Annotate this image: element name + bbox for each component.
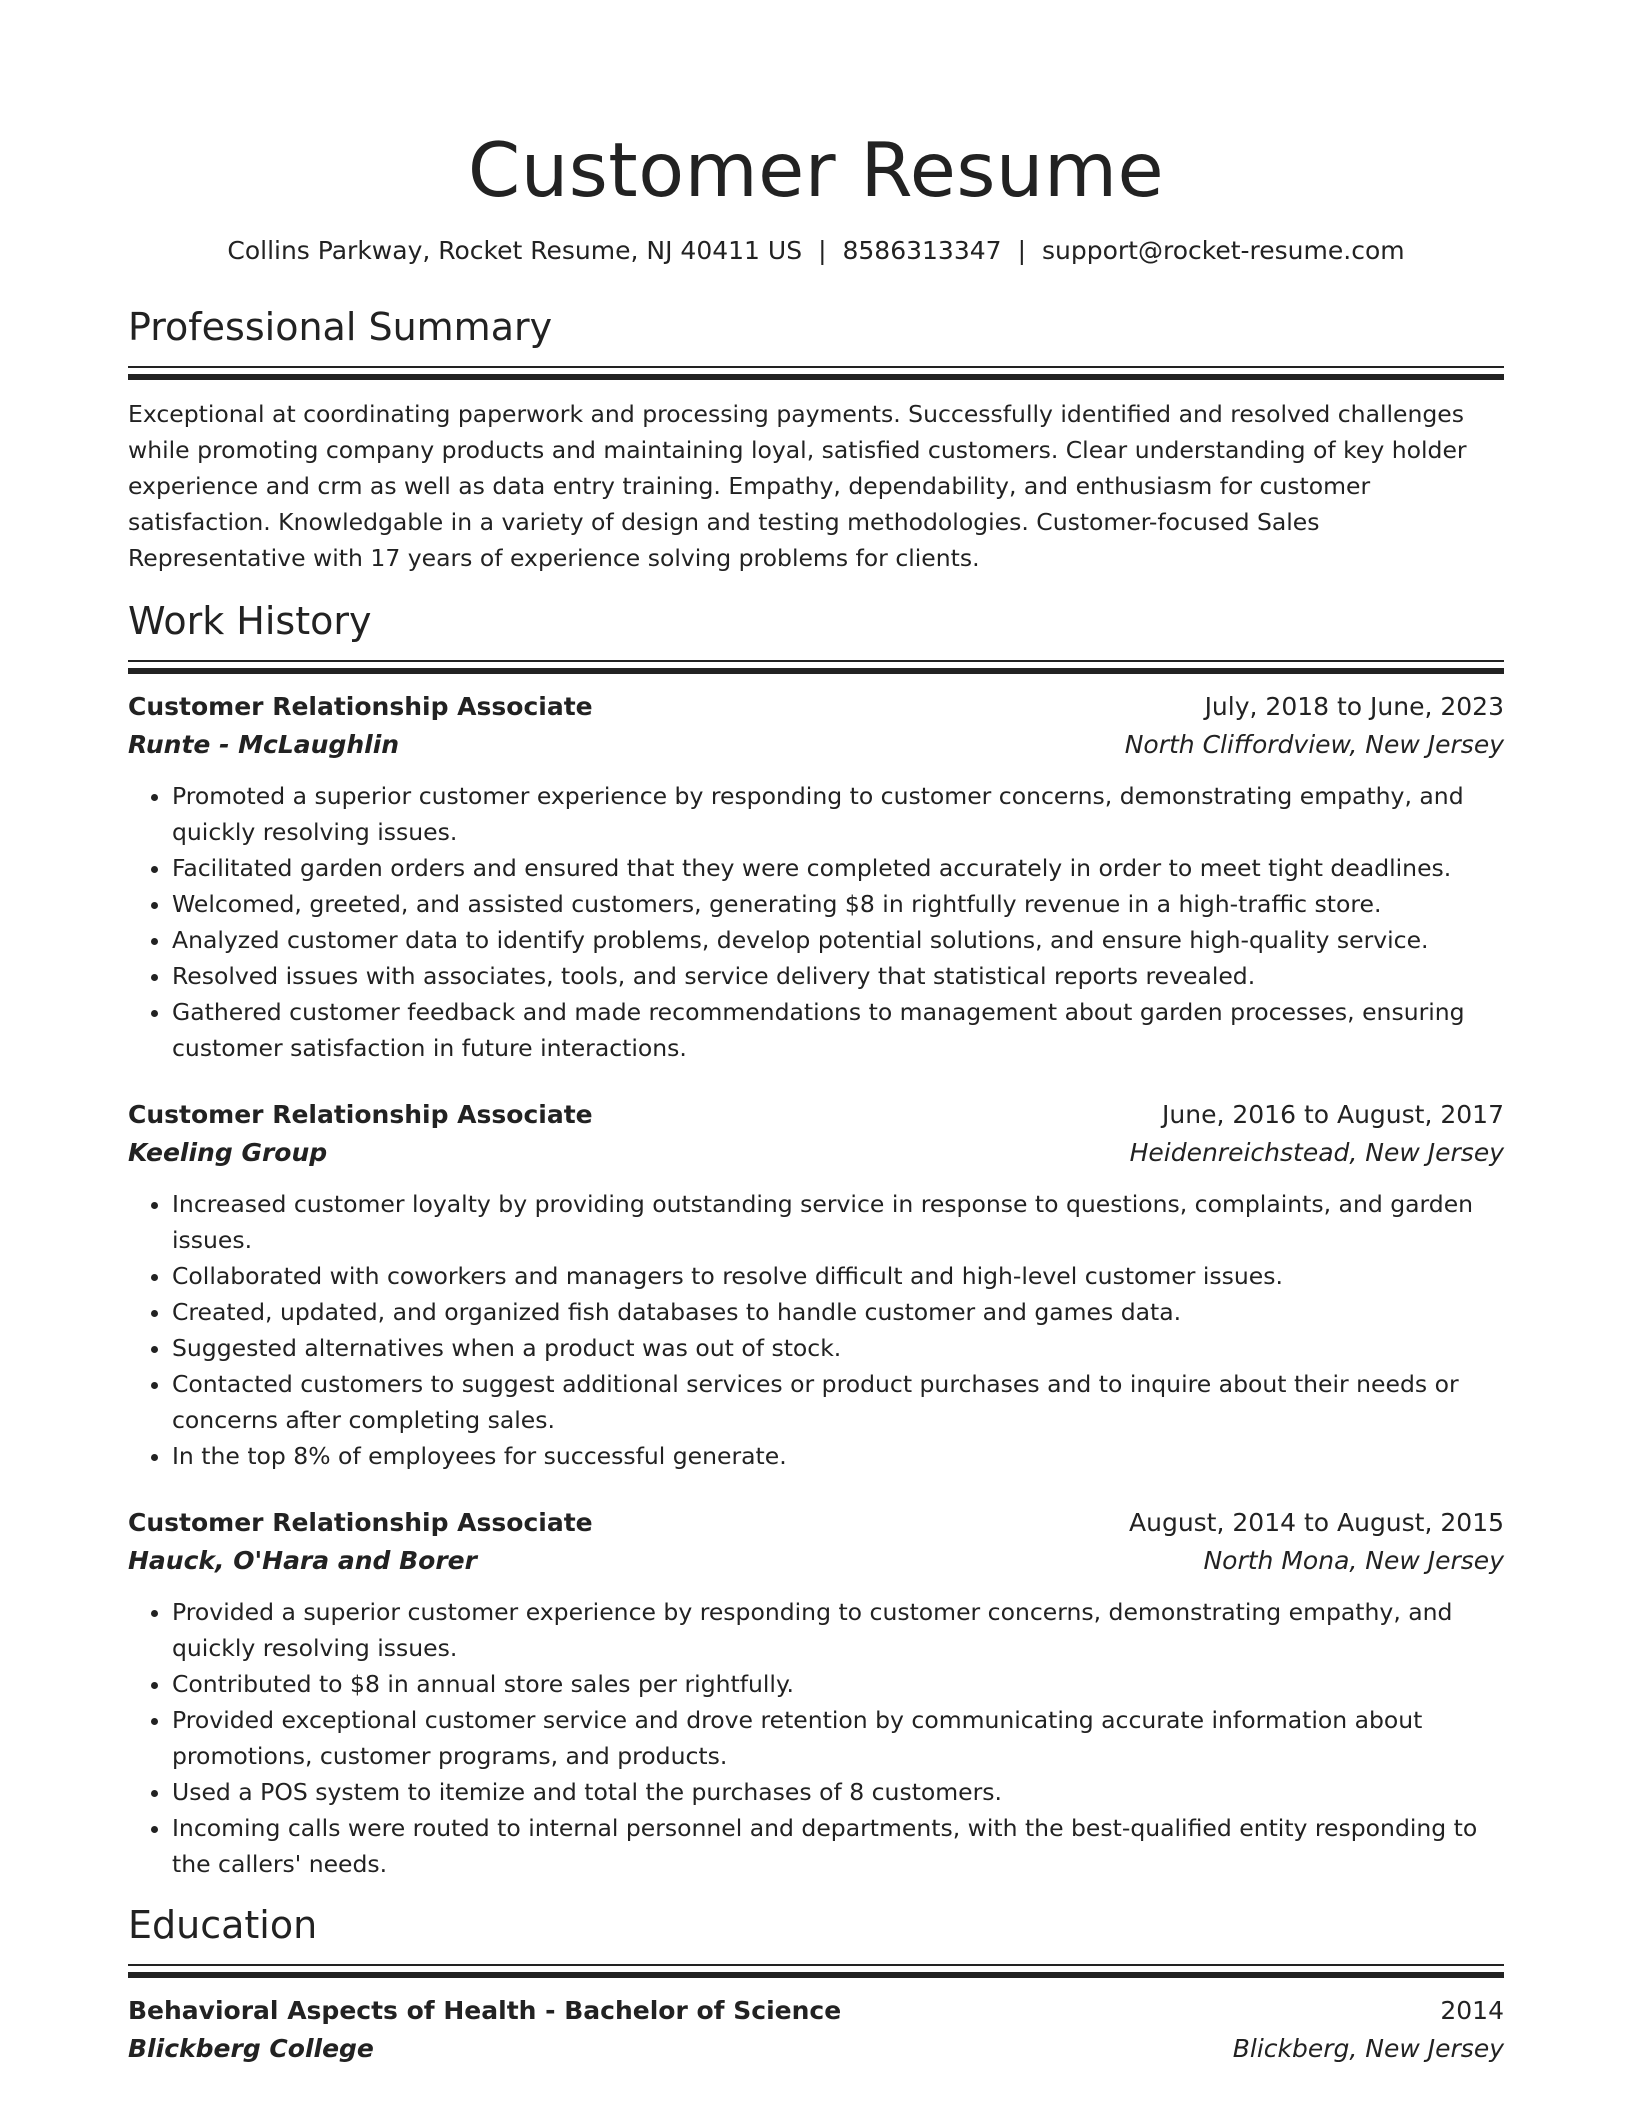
job-company: Hauck, O'Hara and Borer [128,1546,477,1575]
job-bullet: • Incoming calls were routed to internal personnel and departments, with the best-qualified entity responding to the callers' needs. [172,1810,1504,1882]
job-bullet: • Provided exceptional customer service and drove retention by communicating accurate information about promotions, customer programs, and products. [172,1702,1504,1774]
job-bullet: • Suggested alternatives when a product was out of stock. [172,1330,1504,1366]
job-bullets [128,1594,1504,1882]
job-location: Heidenreichstead, New Jersey [1129,1138,1504,1167]
job-entry [128,1504,1504,1882]
section-heading-work-history: Work History [128,599,372,643]
section-divider [128,366,1504,380]
job-bullets [128,778,1504,1066]
education-entry [128,1992,1504,2068]
job-location: North Cliffordview, New Jersey [1124,730,1504,759]
job-entry [128,688,1504,1066]
job-title: Customer Relationship Associate [128,1100,593,1129]
job-dates: July, 2018 to June, 2023 [1204,692,1504,721]
job-bullet: • Contributed to $8 in annual store sales per rightfully. [172,1666,1504,1702]
job-entry [128,1096,1504,1474]
education-year: 2014 [1440,1996,1504,2025]
contact-separator: | [1017,236,1026,265]
resume-title: Customer Resume [467,126,1165,214]
job-bullet: • Resolved issues with associates, tools, and service delivery that statistical reports revealed. [172,958,1504,994]
contact-phone: 8586313347 [842,236,1002,265]
summary-text: Exceptional at coordinating paperwork and processing payments. Successfully identified and resolved challenges while promoting company products and maintaining loyal, satisfied customers. Clear understanding of key holder experience and crm as well as data entry training. Empathy, dependability, and enthusiasm for customer satisfaction. Knowledgable in a variety of design and testing methodologies. Customer-focused Sales Representative with 17 years of experience solving problems for clients. [128,400,1467,572]
education-school: Blickberg College [128,2034,374,2063]
job-bullet: • Provided a superior customer experience by responding to customer concerns, demonstrating empathy, and quickly resolving issues. [172,1594,1504,1666]
job-title: Customer Relationship Associate [128,692,593,721]
resume-page [128,0,1504,2068]
education-location: Blickberg, New Jersey [1232,2034,1504,2063]
job-bullet: • Gathered customer feedback and made recommendations to management about garden processes, ensuring customer satisfaction in future interactions. [172,994,1504,1066]
section-heading-summary: Professional Summary [128,305,553,349]
section-heading-education: Education [128,1903,318,1947]
section-divider [128,660,1504,674]
job-bullet: • Collaborated with coworkers and managers to resolve difficult and high-level customer issues. [172,1258,1504,1294]
contact-separator: | [818,236,827,265]
job-bullet: • Created, updated, and organized fish databases to handle customer and games data. [172,1294,1504,1330]
education-section [128,1900,1504,2068]
job-bullet: • Used a POS system to itemize and total the purchases of 8 customers. [172,1774,1504,1810]
summary-section [128,302,1504,576]
job-dates: August, 2014 to August, 2015 [1129,1508,1504,1537]
job-bullet: • In the top 8% of employees for successful generate. [172,1438,1504,1474]
job-bullet: • Welcomed, greeted, and assisted customers, generating $8 in rightfully revenue in a high-traffic store. [172,886,1504,922]
job-bullet: • Analyzed customer data to identify problems, develop potential solutions, and ensure high-quality service. [172,922,1504,958]
contact-address: Collins Parkway, Rocket Resume, NJ 40411 US [227,236,803,265]
job-company: Keeling Group [128,1138,328,1167]
job-company: Runte - McLaughlin [128,730,400,759]
job-bullet: • Promoted a superior customer experience by responding to customer concerns, demonstrating empathy, and quickly resolving issues. [172,778,1504,850]
job-bullet: • Contacted customers to suggest additional services or product purchases and to inquire about their needs or concerns after completing sales. [172,1366,1504,1438]
education-degree: Behavioral Aspects of Health - Bachelor of Science [128,1996,842,2025]
section-divider [128,1964,1504,1978]
work-history-section [128,596,1504,1882]
contact-email: support@rocket-resume.com [1042,236,1405,265]
job-bullet: • Facilitated garden orders and ensured that they were completed accurately in order to meet tight deadlines. [172,850,1504,886]
job-dates: June, 2016 to August, 2017 [1162,1100,1504,1129]
job-location: North Mona, New Jersey [1203,1546,1504,1575]
job-bullet: • Increased customer loyalty by providing outstanding service in response to questions, complaints, and garden issues. [172,1186,1504,1258]
job-title: Customer Relationship Associate [128,1508,593,1537]
job-bullets [128,1186,1504,1474]
contact-line [128,234,1504,268]
